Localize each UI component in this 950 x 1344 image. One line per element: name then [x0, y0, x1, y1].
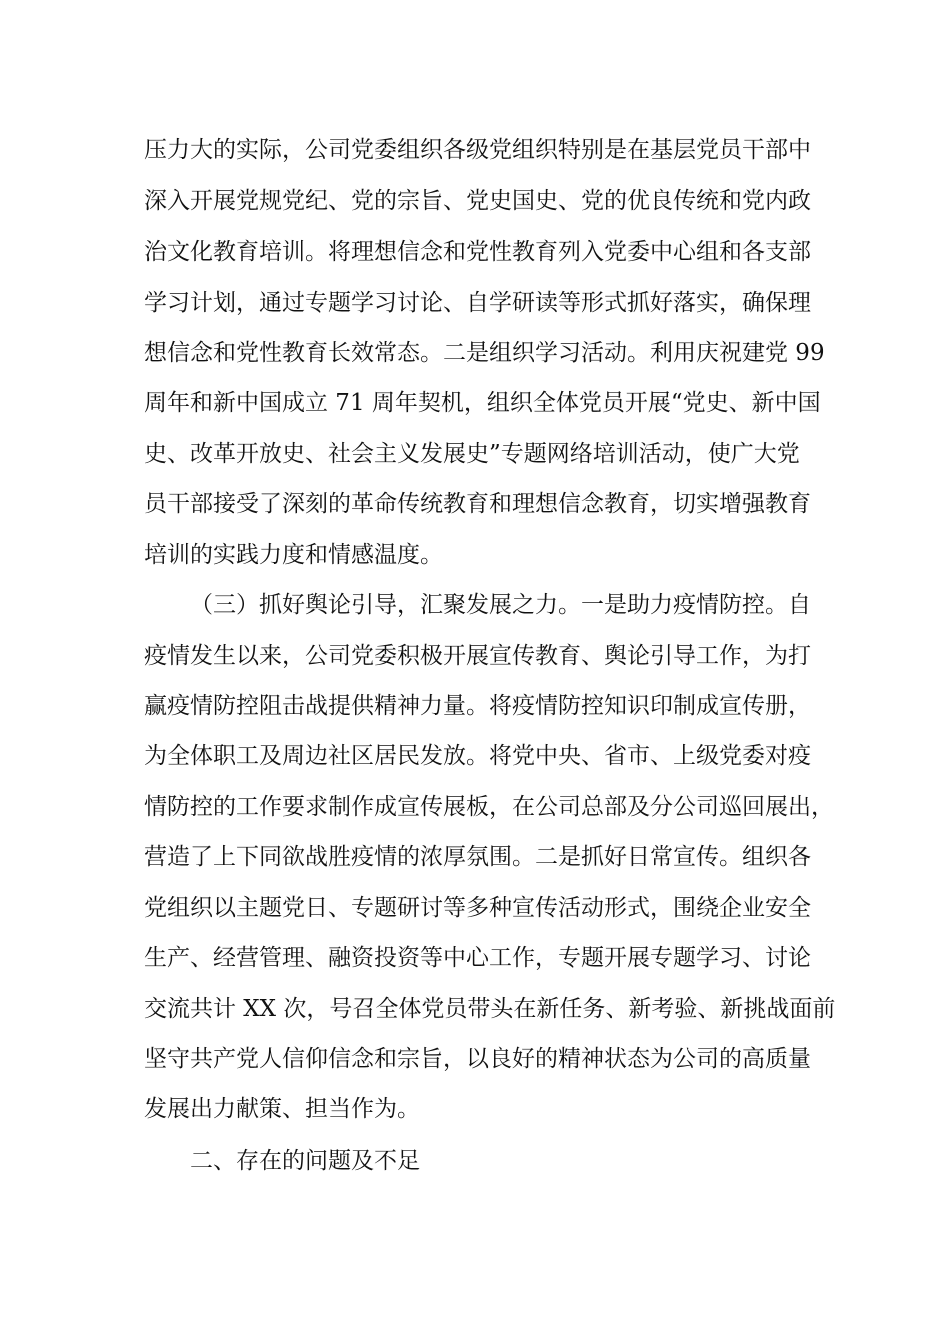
text-line: 史、改革开放史、社会主义发展史”专题网络培训活动，使广大党: [144, 441, 800, 467]
text-line: 生产、经营管理、融资投资等中心工作，专题开展专题学习、讨论: [144, 945, 811, 971]
text-line: 学习计划，通过专题学习讨论、自学研读等形式抓好落实，确保理: [144, 290, 811, 316]
text-line: 交流共计 XX 次，号召全体党员带头在新任务、新考验、新挑战面前: [144, 996, 836, 1022]
text-line: 党组织以主题党日、专题研讨等多种宣传活动形式，围绕企业安全: [144, 895, 811, 921]
text-line: 发展出力献策、担当作为。: [144, 1096, 420, 1122]
section-heading-line: （三）抓好舆论引导，汇聚发展之力。一是助力疫情防控。自: [190, 592, 811, 618]
text-line: 赢疫情防控阻击战提供精神力量。将疫情防控知识印制成宣传册，: [144, 693, 811, 719]
text-line: 深入开展党规党纪、党的宗旨、党史国史、党的优良传统和党内政: [144, 188, 811, 214]
section-heading: 二、存在的问题及不足: [190, 1148, 420, 1174]
text-line: 疫情发生以来，公司党委积极开展宣传教育、舆论引导工作，为打: [144, 643, 811, 669]
text-line: 周年和新中国成立 71 周年契机，组织全体党员开展“党史、新中国: [144, 390, 821, 416]
text-line: 压力大的实际，公司党委组织各级党组织特别是在基层党员干部中: [144, 137, 811, 163]
text-line: 治文化教育培训。将理想信念和党性教育列入党委中心组和各支部: [144, 239, 811, 265]
text-line: 想信念和党性教育长效常态。二是组织学习活动。利用庆祝建党 99: [144, 340, 825, 366]
text-line: 坚守共产党人信仰信念和宗旨，以良好的精神状态为公司的高质量: [144, 1046, 811, 1072]
text-line: 为全体职工及周边社区居民发放。将党中央、省市、上级党委对疫: [144, 743, 811, 769]
text-line: 培训的实践力度和情感温度。: [144, 542, 443, 568]
text-line: 营造了上下同欲战胜疫情的浓厚氛围。二是抓好日常宣传。组织各: [144, 844, 811, 870]
text-line: 员干部接受了深刻的革命传统教育和理想信念教育，切实增强教育: [144, 491, 811, 517]
text-line: 情防控的工作要求制作成宣传展板，在公司总部及分公司巡回展出，: [144, 794, 834, 820]
